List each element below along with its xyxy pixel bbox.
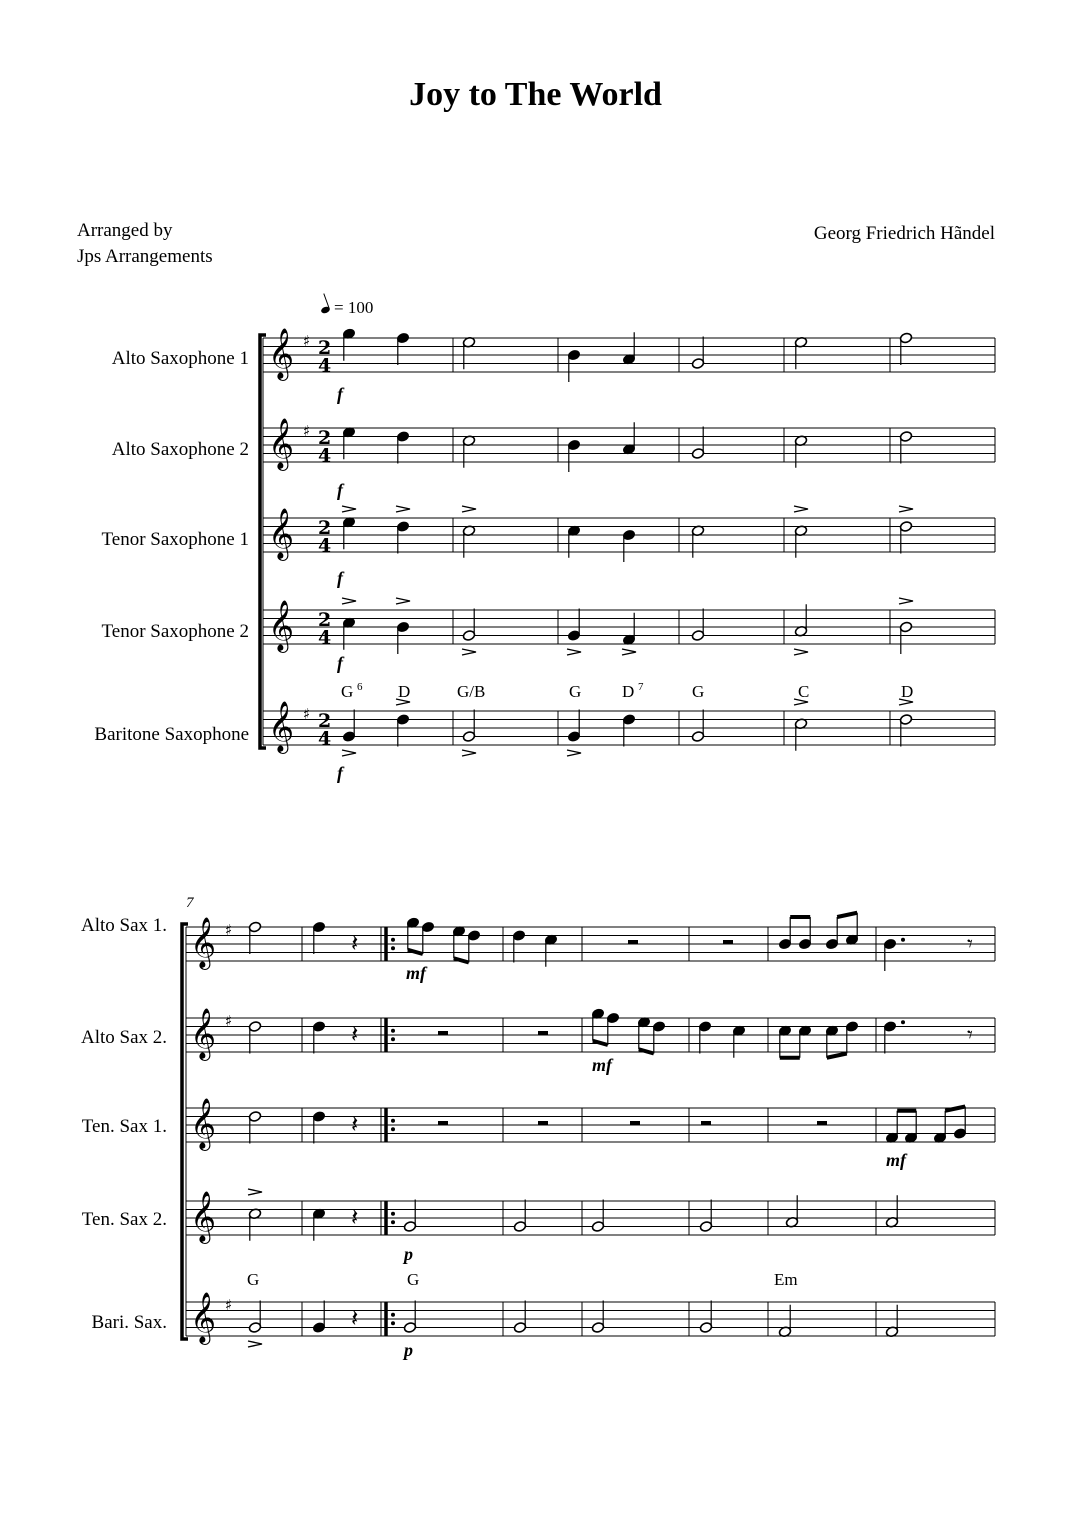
accent [248, 1341, 262, 1347]
time-signature-bottom: 4 [318, 445, 332, 467]
augmentation-dot [391, 1212, 395, 1216]
chord-symbol: G [247, 1270, 260, 1289]
treble-clef: 𝄞 [190, 1292, 217, 1343]
dynamic-marking: f [337, 480, 343, 500]
time-signature-top: 2 [318, 710, 332, 732]
whole-rest [438, 1031, 448, 1035]
augmentation-dot [391, 1119, 395, 1123]
accent [899, 506, 913, 512]
time-signature-bottom: 4 [318, 627, 332, 649]
beam [837, 913, 857, 917]
treble-clef: 𝄞 [190, 1098, 217, 1149]
chord-symbol: D [398, 682, 411, 701]
time-signature-top: 2 [318, 427, 332, 449]
instrument-label-alto-sax-1: Alto Saxophone 1 [111, 348, 249, 369]
accent [342, 598, 356, 604]
time-signature-top: 2 [318, 337, 332, 359]
whole-rest [628, 940, 638, 944]
whole-rest [630, 1121, 640, 1125]
sharp-key-signature: ♯ [303, 705, 311, 723]
accent [248, 1189, 262, 1195]
sharp-key-signature: ♯ [225, 1012, 233, 1030]
composer-credit: Georg Friedrich Hãndel [813, 223, 995, 244]
quarter-rest: 𝄽 [351, 1304, 359, 1332]
whole-rest [817, 1121, 827, 1125]
treble-clef: 𝄞 [190, 917, 217, 968]
system-bracket [182, 924, 188, 1339]
time-signature-bottom: 4 [318, 535, 332, 557]
treble-clef: 𝄞 [190, 1191, 217, 1242]
chord-symbol: D [622, 682, 635, 701]
time-signature-top: 2 [318, 517, 332, 539]
dynamic-marking: p [404, 1340, 413, 1360]
time-signature-bottom: 4 [318, 728, 332, 750]
augmentation-dot [901, 1020, 905, 1024]
tempo-value: = 100 [334, 298, 374, 317]
quarter-rest: 𝄽 [351, 929, 359, 957]
time-signature-bottom: 4 [318, 355, 332, 377]
beam [593, 1041, 608, 1045]
beam [454, 958, 469, 962]
augmentation-dot [391, 1321, 395, 1325]
chord-symbol: G [569, 682, 582, 701]
treble-clef: 𝄞 [268, 600, 295, 651]
chord-symbol: G/B [457, 682, 486, 701]
dynamic-marking: p [404, 1244, 413, 1264]
whole-rest [538, 1121, 548, 1125]
accent [462, 506, 476, 512]
accent [794, 506, 808, 512]
sharp-key-signature: ♯ [225, 1296, 233, 1314]
quarter-rest: 𝄽 [351, 1020, 359, 1048]
augmentation-dot [391, 938, 395, 942]
augmentation-dot [391, 1313, 395, 1317]
instrument-label-tenor-sax-1: Tenor Saxophone 1 [101, 529, 249, 550]
accent [794, 649, 808, 655]
sharp-key-signature: ♯ [303, 422, 311, 440]
treble-clef: 𝄞 [268, 328, 295, 379]
chord-symbol: C [798, 682, 810, 701]
augmentation-dot [901, 938, 905, 942]
instrument-label-alto-sax-2-short: Alto Sax 2. [80, 1027, 167, 1048]
chord-superscript: 7 [638, 681, 644, 693]
instrument-label-alto-sax-2: Alto Saxophone 2 [111, 439, 249, 460]
dynamic-marking: f [337, 384, 343, 404]
accent [342, 506, 356, 512]
accent [899, 598, 913, 604]
instrument-label-tenor-sax-2-short: Ten. Sax 2. [81, 1209, 167, 1230]
whole-rest [538, 1031, 548, 1035]
beam [408, 950, 423, 954]
barlines [182, 335, 995, 1339]
arranger-line-1: Arranged by [77, 220, 173, 241]
dynamic-marking: mf [592, 1055, 612, 1075]
dynamic-marking: f [337, 763, 343, 783]
score-text [186, 681, 913, 1289]
instrument-label-alto-sax-1-short: Alto Sax 1. [80, 915, 167, 936]
arranger-line-2: Jps Arrangements [77, 246, 213, 267]
accent [462, 750, 476, 756]
chord-symbol: D [901, 682, 914, 701]
beam [827, 1054, 847, 1058]
time-signature-top: 2 [318, 609, 332, 631]
chord-symbol: G [341, 682, 354, 701]
eighth-rest: 𝄾 [967, 1023, 973, 1048]
beam [945, 1107, 965, 1111]
chord-symbol: G [692, 682, 705, 701]
accent [396, 598, 410, 604]
sharp-key-signature: ♯ [225, 921, 233, 939]
quarter-rest: 𝄽 [351, 1203, 359, 1231]
augmentation-dot [391, 1220, 395, 1224]
accent [622, 649, 636, 655]
notes [248, 328, 973, 1338]
treble-clef: 𝄞 [268, 508, 295, 559]
beam [639, 1049, 654, 1053]
staff-lines [186, 338, 995, 1336]
treble-clef: 𝄞 [268, 701, 295, 752]
instrument-label-baritone-sax: Baritone Saxophone [94, 724, 249, 745]
accent [342, 750, 356, 756]
whole-rest [723, 940, 733, 944]
chord-symbol: G [407, 1270, 420, 1289]
accent [462, 649, 476, 655]
augmentation-dot [391, 946, 395, 950]
whole-rest [438, 1121, 448, 1125]
augmentation-dot [391, 1037, 395, 1041]
articulations [248, 384, 913, 1360]
measure-number: 7 [186, 895, 194, 911]
instrument-label-tenor-sax-2: Tenor Saxophone 2 [101, 621, 249, 642]
treble-clef: 𝄞 [190, 1008, 217, 1059]
dynamic-marking: f [337, 653, 343, 673]
dynamic-marking: mf [886, 1150, 906, 1170]
accent [396, 506, 410, 512]
augmentation-dot [391, 1029, 395, 1033]
augmentation-dot [391, 1127, 395, 1131]
quarter-rest: 𝄽 [351, 1110, 359, 1138]
sharp-key-signature: ♯ [303, 332, 311, 350]
instrument-label-tenor-sax-1-short: Ten. Sax 1. [81, 1116, 167, 1137]
accent [567, 649, 581, 655]
chord-symbol: Em [774, 1270, 798, 1289]
eighth-rest: 𝄾 [967, 932, 973, 957]
instrument-label-baritone-sax-short: Bari. Sax. [91, 1312, 167, 1333]
dynamic-marking: mf [406, 963, 426, 983]
whole-rest [701, 1121, 711, 1125]
chord-superscript: 6 [357, 681, 363, 693]
score-title: Joy to The World [409, 76, 662, 113]
dynamic-marking: f [337, 568, 343, 588]
accent [567, 750, 581, 756]
treble-clef: 𝄞 [268, 418, 295, 469]
